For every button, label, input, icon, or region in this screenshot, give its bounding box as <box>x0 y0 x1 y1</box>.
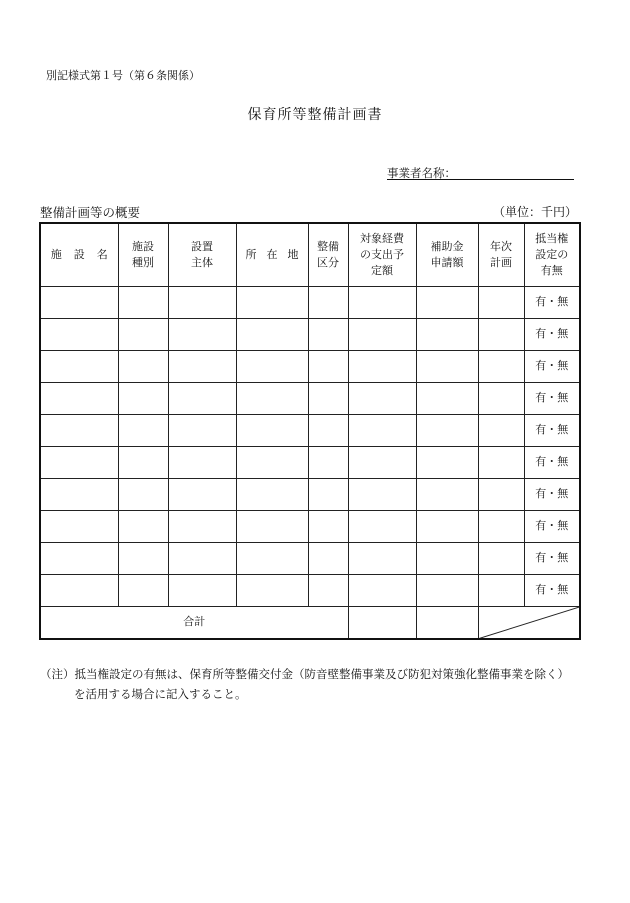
col-facility-type: 施設 種別 <box>118 223 168 286</box>
total-expenditure-cell[interactable] <box>348 606 416 639</box>
applicant-name-line <box>387 179 574 180</box>
annual-plan-cell[interactable] <box>478 286 524 318</box>
facility-type-cell[interactable] <box>118 510 168 542</box>
annual-plan-cell[interactable] <box>478 510 524 542</box>
planned-expenditure-cell[interactable] <box>348 446 416 478</box>
annual-plan-cell[interactable] <box>478 478 524 510</box>
document-title: 保育所等整備計画書 <box>247 107 383 123</box>
col-planned-expenditure: 対象経費 の支出予 定額 <box>348 223 416 286</box>
maintenance-category-cell[interactable] <box>308 478 348 510</box>
maintenance-category-cell[interactable] <box>308 414 348 446</box>
operator-cell[interactable] <box>168 574 236 606</box>
subsidy-amount-cell[interactable] <box>416 446 478 478</box>
maintenance-category-cell[interactable] <box>308 446 348 478</box>
facility-type-cell[interactable] <box>118 478 168 510</box>
table-row <box>40 446 580 478</box>
planned-expenditure-cell[interactable] <box>348 286 416 318</box>
mortgage-cell[interactable]: 有・無 <box>524 510 580 542</box>
maintenance-category-cell[interactable] <box>308 286 348 318</box>
col-operator: 設置 主体 <box>168 223 236 286</box>
footnote-line-1: （注）抵当権設定の有無は、保育所等整備交付金（防音壁整備事業及び防犯対策強化整備事業を除く） <box>40 667 569 681</box>
facility-type-cell[interactable] <box>118 414 168 446</box>
operator-cell[interactable] <box>168 478 236 510</box>
mortgage-cell[interactable]: 有・無 <box>524 542 580 574</box>
subsidy-amount-cell[interactable] <box>416 318 478 350</box>
mortgage-cell[interactable]: 有・無 <box>524 382 580 414</box>
facility-type-cell[interactable] <box>118 350 168 382</box>
total-subsidy-cell[interactable] <box>416 606 478 639</box>
annual-plan-cell[interactable] <box>478 542 524 574</box>
planned-expenditure-cell[interactable] <box>348 318 416 350</box>
total-label: 合計 <box>40 606 348 639</box>
col-subsidy-amount: 補助金 申請額 <box>416 223 478 286</box>
subsidy-amount-cell[interactable] <box>416 510 478 542</box>
form-number: 別記様式第１号（第６条関係） <box>46 69 200 82</box>
mortgage-cell[interactable]: 有・無 <box>524 446 580 478</box>
table-row <box>40 542 580 574</box>
location-cell[interactable] <box>236 286 308 318</box>
table-row <box>40 478 580 510</box>
table-row <box>40 350 580 382</box>
annual-plan-cell[interactable] <box>478 382 524 414</box>
subsidy-amount-cell[interactable] <box>416 286 478 318</box>
planned-expenditure-cell[interactable] <box>348 542 416 574</box>
facility-name-cell[interactable] <box>40 350 118 382</box>
col-maintenance-category: 整備 区分 <box>308 223 348 286</box>
table-row <box>40 318 580 350</box>
subsidy-amount-cell[interactable] <box>416 574 478 606</box>
planned-expenditure-cell[interactable] <box>348 510 416 542</box>
unit-label: （単位：千円） <box>493 205 578 219</box>
location-cell[interactable] <box>236 478 308 510</box>
planned-expenditure-cell[interactable] <box>348 478 416 510</box>
planned-expenditure-cell[interactable] <box>348 382 416 414</box>
mortgage-cell[interactable]: 有・無 <box>524 574 580 606</box>
operator-cell[interactable] <box>168 414 236 446</box>
footnote <box>40 664 600 704</box>
subsidy-amount-cell[interactable] <box>416 382 478 414</box>
annual-plan-cell[interactable] <box>478 350 524 382</box>
planned-expenditure-cell[interactable] <box>348 574 416 606</box>
facility-type-cell[interactable] <box>118 286 168 318</box>
table-row <box>40 510 580 542</box>
location-cell[interactable] <box>236 350 308 382</box>
location-cell[interactable] <box>236 414 308 446</box>
maintenance-category-cell[interactable] <box>308 510 348 542</box>
facility-name-cell[interactable] <box>40 478 118 510</box>
plan-table <box>39 222 581 640</box>
mortgage-cell[interactable]: 有・無 <box>524 286 580 318</box>
mortgage-cell[interactable]: 有・無 <box>524 414 580 446</box>
maintenance-category-cell[interactable] <box>308 318 348 350</box>
operator-cell[interactable] <box>168 350 236 382</box>
annual-plan-cell[interactable] <box>478 574 524 606</box>
annual-plan-cell[interactable] <box>478 318 524 350</box>
table-row <box>40 414 580 446</box>
location-cell[interactable] <box>236 382 308 414</box>
subsidy-amount-cell[interactable] <box>416 478 478 510</box>
maintenance-category-cell[interactable] <box>308 382 348 414</box>
operator-cell[interactable] <box>168 510 236 542</box>
facility-type-cell[interactable] <box>118 382 168 414</box>
operator-cell[interactable] <box>168 446 236 478</box>
subsidy-amount-cell[interactable] <box>416 542 478 574</box>
location-cell[interactable] <box>236 510 308 542</box>
col-annual-plan: 年次 計画 <box>478 223 524 286</box>
facility-type-cell[interactable] <box>118 446 168 478</box>
maintenance-category-cell[interactable] <box>308 542 348 574</box>
facility-type-cell[interactable] <box>118 318 168 350</box>
table-row <box>40 382 580 414</box>
subsidy-amount-cell[interactable] <box>416 414 478 446</box>
facility-name-cell[interactable] <box>40 510 118 542</box>
total-diagonal-cell <box>478 606 580 639</box>
annual-plan-cell[interactable] <box>478 414 524 446</box>
col-facility-name: 施設名 <box>40 223 118 286</box>
facility-name-cell[interactable] <box>40 574 118 606</box>
facility-type-cell[interactable] <box>118 574 168 606</box>
mortgage-cell[interactable]: 有・無 <box>524 318 580 350</box>
col-mortgage: 抵当権 設定の 有無 <box>524 223 580 286</box>
maintenance-category-cell[interactable] <box>308 350 348 382</box>
planned-expenditure-cell[interactable] <box>348 350 416 382</box>
facility-name-cell[interactable] <box>40 286 118 318</box>
planned-expenditure-cell[interactable] <box>348 414 416 446</box>
mortgage-cell[interactable]: 有・無 <box>524 350 580 382</box>
location-cell[interactable] <box>236 542 308 574</box>
footnote-line-2: を活用する場合に記入すること。 <box>74 687 247 701</box>
header-row <box>40 223 580 286</box>
facility-type-cell[interactable] <box>118 542 168 574</box>
location-cell[interactable] <box>236 574 308 606</box>
operator-cell[interactable] <box>168 382 236 414</box>
diagonal-line <box>479 607 580 639</box>
mortgage-cell[interactable]: 有・無 <box>524 478 580 510</box>
facility-name-cell[interactable] <box>40 414 118 446</box>
facility-name-cell[interactable] <box>40 318 118 350</box>
table-row <box>40 574 580 606</box>
facility-name-cell[interactable] <box>40 382 118 414</box>
section-title: 整備計画等の概要 <box>40 205 141 220</box>
subsidy-amount-cell[interactable] <box>416 350 478 382</box>
operator-cell[interactable] <box>168 286 236 318</box>
total-row <box>40 606 580 639</box>
facility-name-cell[interactable] <box>40 446 118 478</box>
table-row <box>40 286 580 318</box>
facility-name-cell[interactable] <box>40 542 118 574</box>
operator-cell[interactable] <box>168 542 236 574</box>
annual-plan-cell[interactable] <box>478 446 524 478</box>
applicant-name-label: 事業者名称： <box>387 166 456 180</box>
location-cell[interactable] <box>236 318 308 350</box>
operator-cell[interactable] <box>168 318 236 350</box>
maintenance-category-cell[interactable] <box>308 574 348 606</box>
location-cell[interactable] <box>236 446 308 478</box>
col-location: 所在地 <box>236 223 308 286</box>
